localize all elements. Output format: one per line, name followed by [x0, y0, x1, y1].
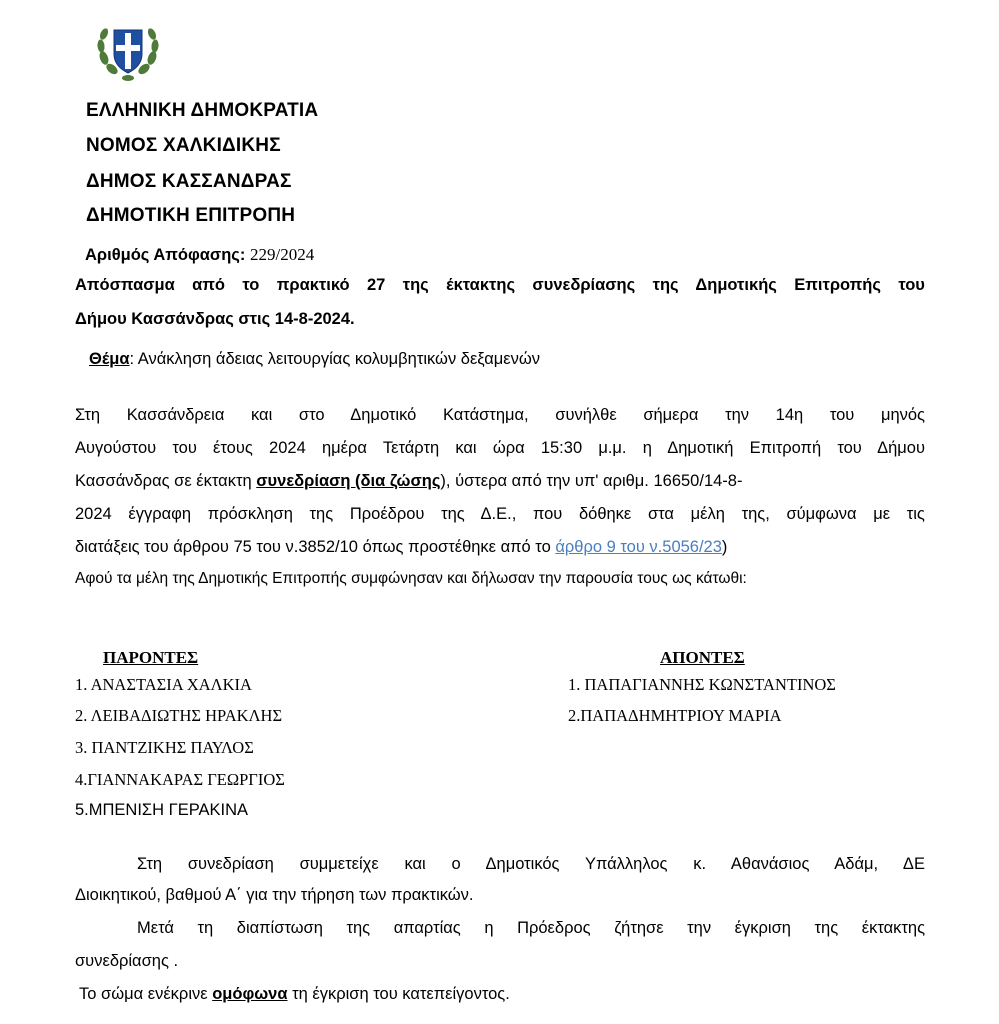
- present-member: 5.ΜΠΕΝΙΣΗ ΓΕΡΑΚΙΝΑ: [75, 801, 249, 819]
- closing-line-3: Μετά τη διαπίστωση της απαρτίας η Πρόεδρος ζήτησε την έγκριση της έκτακτης: [137, 919, 926, 937]
- hellenic-republic-emblem: [92, 18, 164, 86]
- present-member: 2. ΛΕΙΒΑΔΙΩΤΗΣ ΗΡΑΚΛΗΣ: [75, 706, 283, 725]
- body-line-6: Αφού τα μέλη της Δημοτικής Επιτροπής συμφώνησαν και δήλωσαν την παρουσία τους ως κάτωθι:: [75, 570, 747, 587]
- body-line-3: Κασσάνδρας σε έκτακτη συνεδρίαση (δια ζώσης), ύστερα από την υπ' αριθμ. 16650/14-8-: [75, 472, 743, 490]
- subject-text: : Ανάκληση άδειας λειτουργίας κολυμβητικών δεξαμενών: [129, 350, 541, 368]
- law-article-link[interactable]: άρθρο 9 του ν.5056/23: [555, 538, 722, 556]
- header-line-4: ΔΗΜΟΤΙΚΗ ΕΠΙΤΡΟΠΗ: [86, 205, 296, 226]
- absent-member: 2.ΠΑΠΑΔΗΜΗΤΡΙΟΥ ΜΑΡΙΑ: [568, 706, 782, 725]
- body-line-1: Στη Κασσάνδρεια και στο Δημοτικό Κατάστημα, συνήλθε σήμερα την 14η του μηνός: [75, 406, 925, 424]
- closing-line-5: Το σώμα ενέκρινε ομόφωνα τη έγκριση του κατεπείγοντος.: [79, 985, 510, 1003]
- decision-label: Αριθμός Απόφασης:: [85, 246, 246, 264]
- unanimously: ομόφωνα: [212, 985, 288, 1003]
- excerpt-line-1: Απόσπασμα από το πρακτικό 27 της έκτακτης συνεδρίασης της Δημοτικής Επιτροπής του: [75, 276, 925, 294]
- present-member: 3. ΠΑΝΤΖΙΚΗΣ ΠΑΥΛΟΣ: [75, 738, 254, 757]
- closing-line-2: Διοικητικού, βαθμού Α΄ για την τήρηση των πρακτικών.: [75, 886, 474, 904]
- header-line-2: ΝΟΜΟΣ ΧΑΛΚΙΔΙΚΗΣ: [86, 135, 281, 156]
- decision-value: 229/2024: [249, 245, 315, 264]
- present-title: ΠΑΡΟΝΤΕΣ: [103, 648, 199, 667]
- body-line-5: διατάξεις του άρθρου 75 του ν.3852/10 όπως προστέθηκε από το άρθρο 9 του ν.5056/23): [75, 538, 728, 556]
- present-member: 1. ΑΝΑΣΤΑΣΙΑ ΧΑΛΚΙΑ: [75, 675, 252, 694]
- body-line-4: 2024 έγγραφη πρόσκληση της Προέδρου της Δ.Ε., που δόθηκε στα μέλη της, σύμφωνα με τις: [75, 505, 925, 523]
- excerpt-line-2: Δήμου Κασσάνδρας στις 14-8-2024.: [75, 310, 355, 328]
- subject-label: Θέμα: [89, 350, 130, 368]
- header-line-1: ΕΛΛΗΝΙΚΗ ΔΗΜΟΚΡΑΤΙΑ: [86, 100, 319, 121]
- body-line-2: Αυγούστου του έτους 2024 ημέρα Τετάρτη και ώρα 15:30 μ.μ. η Δημοτική Επιτροπή του Δήμου: [75, 439, 925, 457]
- subject: [89, 350, 540, 369]
- in-person-session: συνεδρίαση (δια ζώσης: [256, 472, 441, 490]
- absent-title: ΑΠΟΝΤΕΣ: [660, 648, 745, 667]
- decision-number: [85, 245, 314, 265]
- closing-line-1: Στη συνεδρίαση συμμετείχε και ο Δημοτικός Υπάλληλος κ. Αθανάσιος Αδάμ, ΔΕ: [137, 855, 925, 873]
- present-member: 4.ΓΙΑΝΝΑΚΑΡΑΣ ΓΕΩΡΓΙΟΣ: [75, 770, 285, 789]
- closing-line-4: συνεδρίασης .: [75, 952, 179, 970]
- header-line-3: ΔΗΜΟΣ ΚΑΣΣΑΝΔΡΑΣ: [86, 171, 292, 192]
- absent-member: 1. ΠΑΠΑΓΙΑΝΝΗΣ ΚΩΝΣΤΑΝΤΙΝΟΣ: [568, 675, 836, 694]
